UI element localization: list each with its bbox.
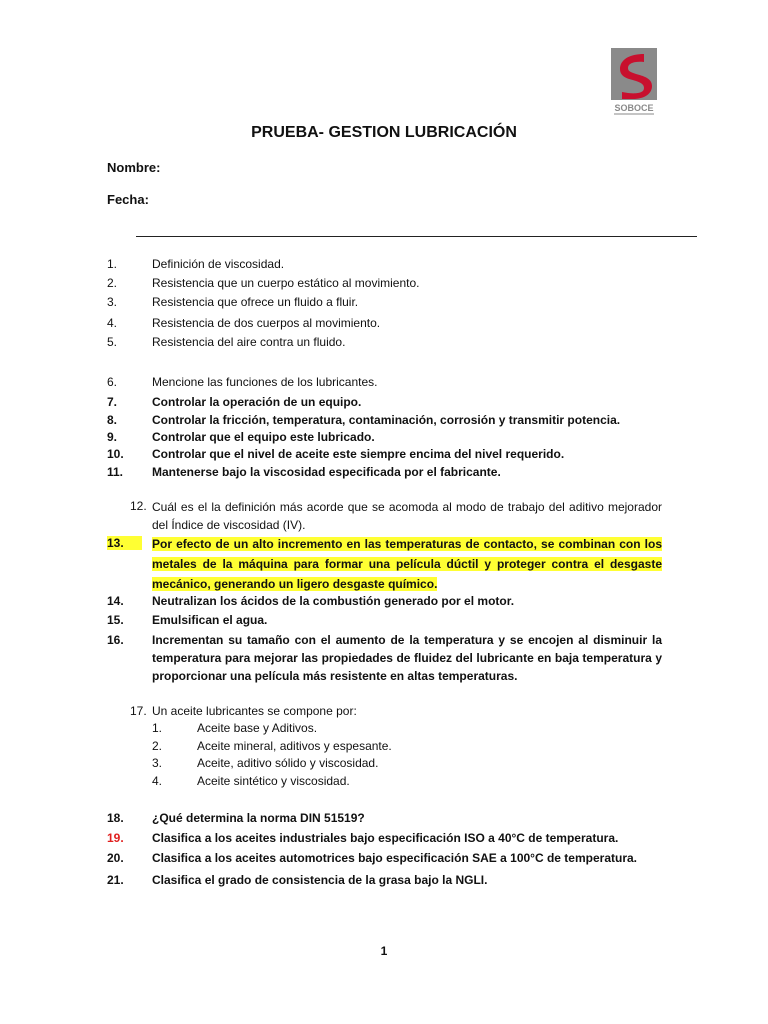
nombre-label: Nombre: xyxy=(107,160,161,175)
logo-wordmark: SOBOCE xyxy=(614,103,654,113)
page-title: PRUEBA- GESTION LUBRICACIÓN xyxy=(251,124,517,141)
soboce-logo xyxy=(611,48,657,116)
option-13-number: 13. xyxy=(107,534,142,552)
question-12-text: Cuál es el la definición más acorde que se acomoda al modo de trabajo del aditivo mejorador del Índice de viscosidad (IV). xyxy=(152,500,662,532)
option-13-highlighted: Por efecto de un alto incremento en las temperaturas de contacto, se combinan con los metales de la máquina para formar una película dúctil y proteger contra el desgaste mecánico, generando un ligero desgaste químico. xyxy=(152,537,662,591)
signature-line xyxy=(136,236,697,237)
page-number: 1 xyxy=(380,944,388,958)
option-16-text: Incrementan su tamaño con el aumento de la temperatura y se encojen al disminuir la temperatura para mejorar las propiedades de fluidez del lubricante en baja temperatura y proporcionar una película más resistente en altas temperaturas. xyxy=(152,633,662,683)
option-16-number: 16. xyxy=(107,633,124,647)
fecha-label: Fecha: xyxy=(107,192,149,207)
